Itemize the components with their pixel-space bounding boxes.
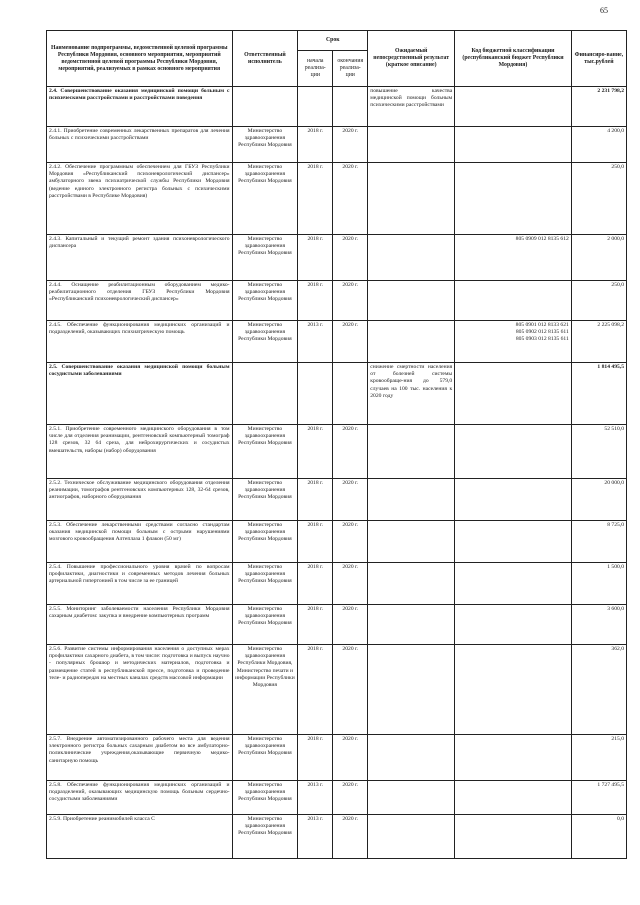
cell-finance: 4 200,0 (571, 127, 626, 163)
cell-name: 2.5. Совершенствование оказания медицинской помощи больным сосудистыми заболеваниями (47, 363, 233, 425)
cell-end: 2020 г. (333, 281, 368, 321)
section-row (47, 87, 627, 127)
table-row (47, 781, 627, 815)
table-row (47, 815, 627, 859)
cell-code (455, 815, 572, 859)
table-row (47, 479, 627, 521)
cell-end: 2020 г. (333, 815, 368, 859)
cell-code: 805 0901 012 8133 621 805 0902 012 8135 611 805 0903 012 8135 611 (455, 321, 572, 363)
cell-name: 2.4.2. Обеспечение программным обеспечением для ГБУЗ Республики Мордовия «Республиканский психоневрологический диспансер» амбулаторного звена психиатрической службы Республики Мордовия (ведение единого электронного регистра больных с психическими расстройствами в Республике Мордовия) (47, 163, 233, 235)
cell-result (368, 127, 455, 163)
cell-name: 2.4.3. Капитальный и текущий ремонт здания психоневрологического диспансера (47, 235, 233, 281)
cell-name: 2.4.1. Приобретение современных лекарственных препаратов для лечения больных с психическими расстройствами (47, 127, 233, 163)
cell-start: 2018 г. (298, 127, 333, 163)
cell-executor: Министерство здравоохранения Республики Мордовия (232, 605, 298, 645)
cell-result (368, 321, 455, 363)
header-end: окончания реализа-ции (333, 51, 368, 87)
cell-start: 2018 г. (298, 521, 333, 563)
cell-result (368, 425, 455, 479)
cell-start: 2013 г. (298, 321, 333, 363)
table-row (47, 605, 627, 645)
cell-start: 2018 г. (298, 425, 333, 479)
cell-finance: 0,0 (571, 815, 626, 859)
cell-name: 2.4.5. Обеспечение функционирования медицинских организаций и подразделений, оказывающих психиатрическую помощь (47, 321, 233, 363)
cell-finance: 362,0 (571, 645, 626, 735)
cell-code (455, 521, 572, 563)
cell-end: 2020 г. (333, 163, 368, 235)
cell-code (455, 163, 572, 235)
program-table (46, 30, 627, 859)
cell-executor: Министерство здравоохранения Республики Мордовия (232, 163, 298, 235)
cell-executor: Министерство здравоохранения Республики Мордовия (232, 235, 298, 281)
cell-result (368, 605, 455, 645)
cell-code (455, 363, 572, 425)
cell-result (368, 281, 455, 321)
cell-finance: 8 725,0 (571, 521, 626, 563)
cell-code (455, 425, 572, 479)
cell-finance: 20 000,0 (571, 479, 626, 521)
table-row (47, 521, 627, 563)
cell-finance: 2 225 098,2 (571, 321, 626, 363)
table-row (47, 563, 627, 605)
cell-start: 2018 г. (298, 281, 333, 321)
cell-executor: Министерство здравоохранения Республики Мордовия (232, 321, 298, 363)
cell-code (455, 563, 572, 605)
cell-code (455, 87, 572, 127)
cell-start: 2013 г. (298, 781, 333, 815)
cell-executor: Министерство здравоохранения Республики Мордовия (232, 563, 298, 605)
header-executor: Ответственный исполнитель (232, 31, 298, 87)
cell-executor: Министерство здравоохранения Республики Мордовия, Министерство печати и информации Республики Мордовия (232, 645, 298, 735)
cell-finance: 215,0 (571, 735, 626, 781)
cell-executor: Министерство здравоохранения Республики Мордовия (232, 425, 298, 479)
header-result: Ожидаемый непосредственный результат (краткое описание) (368, 31, 455, 87)
cell-end: 2020 г. (333, 127, 368, 163)
cell-name: 2.5.1. Приобретение современного медицинского оборудования в том числе для отделения реанимации, рентгеновский компьютерный томограф 128 срезов, 32 64 среза, для нейрохирургических и сосудистых вмешательств, наборы (набор) оборудования (47, 425, 233, 479)
cell-name: 2.4. Совершенствование оказания медицинской помощи больным с психическими расстройствами и расстройствами поведения (47, 87, 233, 127)
cell-finance: 3 600,0 (571, 605, 626, 645)
cell-finance: 1 500,0 (571, 563, 626, 605)
cell-start: 2018 г. (298, 563, 333, 605)
cell-code (455, 735, 572, 781)
table-row (47, 321, 627, 363)
cell-executor: Министерство здравоохранения Республики Мордовия (232, 521, 298, 563)
cell-start: 2018 г. (298, 479, 333, 521)
cell-end: 2020 г. (333, 321, 368, 363)
cell-name: 2.4.4. Оснащение реабилитационным оборудованием медико-реабилитационного отделения ГБУЗ Республики Мордовия «Республиканский психоневрологический диспансер» (47, 281, 233, 321)
cell-code (455, 781, 572, 815)
cell-finance: 1 814 495,5 (571, 363, 626, 425)
cell-end: 2020 г. (333, 479, 368, 521)
cell-result: повышение качества медицинской помощи больным психическими расстройствами (368, 87, 455, 127)
table-row (47, 425, 627, 479)
table-row (47, 281, 627, 321)
cell-executor: Министерство здравоохранения Республики Мордовия (232, 479, 298, 521)
cell-start (298, 363, 333, 425)
cell-end: 2020 г. (333, 645, 368, 735)
cell-result (368, 235, 455, 281)
table-row (47, 127, 627, 163)
cell-executor: Министерство здравоохранения Республики Мордовия (232, 781, 298, 815)
cell-result (368, 163, 455, 235)
cell-name: 2.5.6. Развитие системы информирования населения о доступных мерах профилактики сахарного диабета, в том числе: подготовка и выпуск научно - популярных брошюр и методических материалов, подготовка и размещение статей в республиканской прессе, подготовка и проведение теле- и радиопередач на местных каналах средств массовой информации (47, 645, 233, 735)
cell-end: 2020 г. (333, 235, 368, 281)
cell-code: 805 0909 012 8135 612 (455, 235, 572, 281)
cell-finance: 2 231 798,2 (571, 87, 626, 127)
cell-start (298, 87, 333, 127)
cell-executor: Министерство здравоохранения Республики Мордовия (232, 127, 298, 163)
cell-result (368, 781, 455, 815)
cell-start: 2018 г. (298, 163, 333, 235)
cell-executor: Министерство здравоохранения Республики Мордовия (232, 815, 298, 859)
cell-code (455, 127, 572, 163)
cell-executor: Министерство здравоохранения Республики Мордовия (232, 281, 298, 321)
table-row (47, 735, 627, 781)
cell-name: 2.5.4. Повышение профессионального уровня врачей по вопросам профилактики, диагностики и современных методов лечения больных артериальной гипертонией в том числе за ее границей (47, 563, 233, 605)
cell-start: 2018 г. (298, 645, 333, 735)
cell-start: 2018 г. (298, 735, 333, 781)
cell-finance: 250,0 (571, 281, 626, 321)
cell-name: 2.5.9. Приобретение реанимобилей класса С (47, 815, 233, 859)
cell-finance: 1 727 495,5 (571, 781, 626, 815)
header-finance: Финансиро-вание, тыс.рублей (571, 31, 626, 87)
cell-end: 2020 г. (333, 563, 368, 605)
cell-end: 2020 г. (333, 521, 368, 563)
header-name: Наименование подпрограммы, ведомственной целевой программы Республики Мордовия, основного мероприятия, мероприятий ведомственной целевой программы Республики Мордовия, мероприятий, реализуемых в рамках основного мероприятия (47, 31, 233, 87)
page-number: 65 (600, 6, 608, 15)
cell-executor (232, 363, 298, 425)
cell-executor: Министерство здравоохранения Республики Мордовия (232, 735, 298, 781)
cell-code (455, 605, 572, 645)
table-row (47, 645, 627, 735)
cell-name: 2.5.7. Внедрение автоматизированного рабочего места для ведения электронного регистра больных сахарным диабетом во все амбулаторно-поликлинические учреждения,оказывающие первичную медико-санитарную помощь (47, 735, 233, 781)
cell-start: 2013 г. (298, 815, 333, 859)
cell-result (368, 521, 455, 563)
cell-result (368, 815, 455, 859)
cell-code (455, 645, 572, 735)
cell-end (333, 87, 368, 127)
cell-finance: 2 000,0 (571, 235, 626, 281)
cell-end: 2020 г. (333, 605, 368, 645)
cell-result (368, 645, 455, 735)
section-row (47, 363, 627, 425)
cell-result (368, 735, 455, 781)
cell-start: 2018 г. (298, 235, 333, 281)
header-code: Код бюджетной классификации (республиканский бюджет Республики Мордовия) (455, 31, 572, 87)
cell-name: 2.5.8. Обеспечение функционирования медицинских организаций и подразделений, оказывающих медицинскую помощь больным сердечно-сосудистыми заболеваниями (47, 781, 233, 815)
table-row (47, 235, 627, 281)
cell-end: 2020 г. (333, 735, 368, 781)
cell-end: 2020 г. (333, 781, 368, 815)
cell-end (333, 363, 368, 425)
cell-start: 2018 г. (298, 605, 333, 645)
cell-name: 2.5.3. Обеспечение лекарственными средствами согласно стандартам оказания медицинской помощи больным с острыми нарушениями мозгового кровообращения Алтеплаза 1 флакон (50 мг) (47, 521, 233, 563)
cell-result (368, 563, 455, 605)
cell-code (455, 281, 572, 321)
cell-code (455, 479, 572, 521)
cell-end: 2020 г. (333, 425, 368, 479)
cell-finance: 250,0 (571, 163, 626, 235)
cell-result (368, 479, 455, 521)
cell-name: 2.5.2. Техническое обслуживание медицинского оборудования отделения реанимации, томографов рентгеновских компьютерных 128, 32-64 срезов, ангиографов, наборного оборудования (47, 479, 233, 521)
cell-name: 2.5.5. Мониторинг заболеваемости населения Республики Мордовия сахарным диабетом: закупка и внедрение компьютерных программ (47, 605, 233, 645)
header-start: начала реализа-ции (298, 51, 333, 87)
header-term: Срок (298, 31, 368, 51)
cell-result: снижение смертности населения от болезней системы кровообраще-ния до 579,0 случаев на 100 тыс. населения к 2020 году (368, 363, 455, 425)
table-row (47, 163, 627, 235)
cell-finance: 52 510,0 (571, 425, 626, 479)
cell-executor (232, 87, 298, 127)
